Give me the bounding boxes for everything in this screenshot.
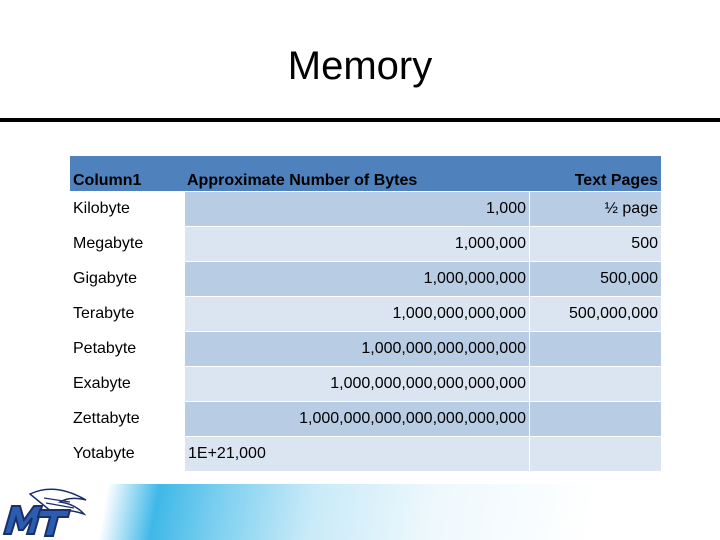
pages-cell: ½ page — [529, 191, 661, 226]
bytes-cell: 1,000,000,000 — [184, 261, 529, 296]
unit-cell: Yotabyte — [70, 436, 184, 471]
bytes-cell: 1,000 — [184, 191, 529, 226]
footer-gradient-band — [82, 484, 720, 540]
pages-cell — [529, 436, 661, 471]
slide-title: Memory — [287, 44, 433, 88]
unit-cell: Exabyte — [70, 366, 184, 401]
unit-cell: Terabyte — [70, 296, 184, 331]
logo-letter-t — [38, 510, 70, 536]
table-row — [70, 261, 661, 296]
table-row — [70, 191, 661, 226]
unit-cell: Kilobyte — [70, 191, 184, 226]
bytes-cell: 1,000,000,000,000,000,000 — [184, 366, 529, 401]
bytes-cell: 1,000,000,000,000,000,000,000 — [184, 401, 529, 436]
pages-cell — [529, 401, 661, 436]
pages-cell — [529, 331, 661, 366]
header-text-pages: Text Pages — [529, 156, 661, 191]
pages-cell: 500 — [529, 226, 661, 261]
logo-letter-m — [4, 506, 42, 534]
unit-cell: Megabyte — [70, 226, 184, 261]
bytes-cell: 1,000,000,000,000 — [184, 296, 529, 331]
bytes-cell: 1,000,000,000,000,000 — [184, 331, 529, 366]
table-header-row — [70, 156, 661, 191]
unit-cell: Petabyte — [70, 331, 184, 366]
header-approx-bytes: Approximate Number of Bytes — [184, 156, 529, 191]
pages-cell: 500,000,000 — [529, 296, 661, 331]
table-row — [70, 226, 661, 261]
table-row — [70, 331, 661, 366]
table-row — [70, 296, 661, 331]
unit-cell: Zettabyte — [70, 401, 184, 436]
mt-logo — [0, 484, 100, 540]
bytes-cell: 1,000,000 — [184, 226, 529, 261]
table-row — [70, 401, 661, 436]
header-column1: Column1 — [70, 156, 184, 191]
memory-table — [70, 156, 661, 471]
title-divider — [0, 118, 720, 122]
table-row — [70, 436, 661, 471]
pages-cell: 500,000 — [529, 261, 661, 296]
bytes-cell: 1E+21,000 — [184, 436, 529, 471]
unit-cell: Gigabyte — [70, 261, 184, 296]
table-row — [70, 366, 661, 401]
pages-cell — [529, 366, 661, 401]
